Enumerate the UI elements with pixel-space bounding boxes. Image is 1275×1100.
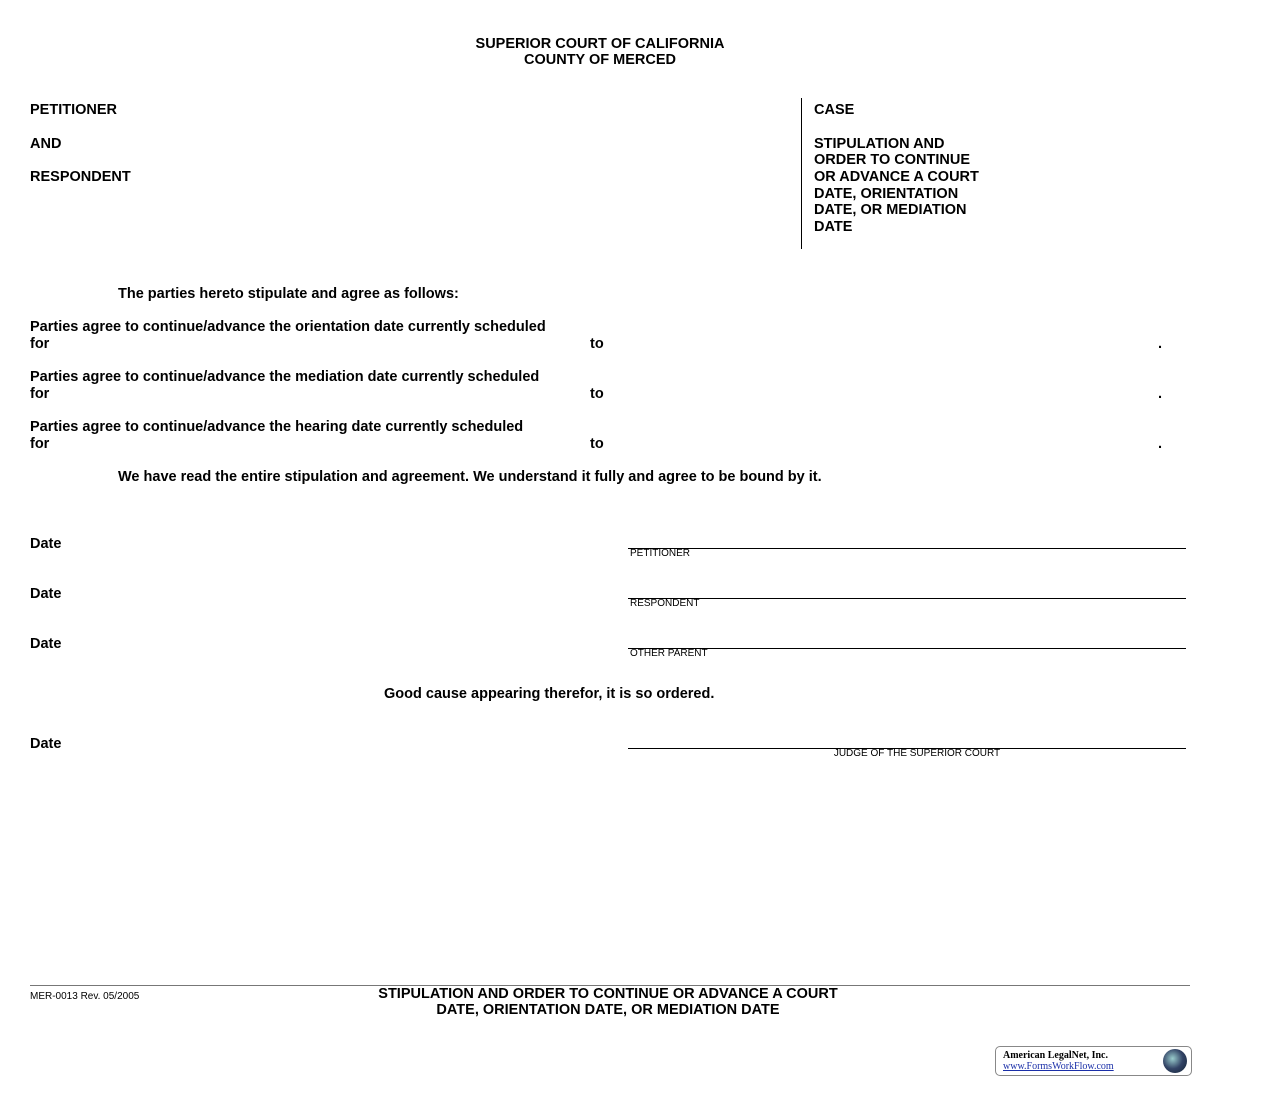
date-label: Date bbox=[30, 536, 62, 552]
petitioner-label: PETITIONER bbox=[30, 102, 118, 118]
form-id: MER-0013 Rev. 05/2005 bbox=[30, 991, 140, 1002]
form-title-line: DATE, ORIENTATION bbox=[814, 186, 959, 202]
form-title-line: DATE, OR MEDIATION bbox=[814, 202, 967, 218]
judge-date-label: Date bbox=[30, 736, 62, 752]
form-title-line: STIPULATION AND bbox=[814, 136, 945, 152]
period: . bbox=[1158, 386, 1163, 402]
clause-mediation: Parties agree to continue/advance the mediation date currently scheduled bbox=[30, 369, 540, 385]
respondent-signature-label: RESPONDENT bbox=[630, 598, 700, 609]
for-label: for bbox=[30, 436, 50, 452]
judge-signature-label: JUDGE OF THE SUPERIOR COURT bbox=[833, 748, 1001, 759]
respondent-signature-line bbox=[628, 598, 1186, 599]
to-label: to bbox=[590, 386, 604, 402]
intro-text: The parties hereto stipulate and agree as follows: bbox=[118, 286, 459, 302]
date-label: Date bbox=[30, 586, 62, 602]
for-label: for bbox=[30, 336, 50, 352]
to-label: to bbox=[590, 336, 604, 352]
globe-icon bbox=[1163, 1049, 1187, 1073]
to-label: to bbox=[590, 436, 604, 452]
and-label: AND bbox=[30, 136, 62, 152]
court-name: SUPERIOR COURT OF CALIFORNIA bbox=[475, 36, 725, 52]
date-label: Date bbox=[30, 636, 62, 652]
form-title-line: ORDER TO CONTINUE bbox=[814, 152, 971, 168]
other-parent-signature-label: OTHER PARENT bbox=[630, 648, 708, 659]
logo-url-link[interactable]: www.FormsWorkFlow.com bbox=[1003, 1061, 1114, 1072]
petitioner-signature-label: PETITIONER bbox=[630, 548, 691, 559]
county-name: COUNTY OF MERCED bbox=[524, 52, 676, 68]
form-title-line: DATE bbox=[814, 219, 853, 235]
american-legalnet-logo[interactable] bbox=[995, 1046, 1192, 1076]
other-parent-signature-line bbox=[628, 648, 1186, 649]
footer-title-line: STIPULATION AND ORDER TO CONTINUE OR ADVANCE A COURT bbox=[378, 986, 838, 1002]
period: . bbox=[1158, 336, 1163, 352]
clause-hearing: Parties agree to continue/advance the hearing date currently scheduled bbox=[30, 419, 524, 435]
case-label: CASE bbox=[814, 102, 855, 118]
order-text: Good cause appearing therefor, it is so ordered. bbox=[384, 686, 715, 702]
respondent-label: RESPONDENT bbox=[30, 169, 131, 185]
period: . bbox=[1158, 436, 1163, 452]
for-label: for bbox=[30, 386, 50, 402]
form-title-line: OR ADVANCE A COURT bbox=[814, 169, 979, 185]
caption-divider bbox=[801, 98, 802, 249]
footer-title-line: DATE, ORIENTATION DATE, OR MEDIATION DATE bbox=[436, 1002, 780, 1018]
clause-orientation: Parties agree to continue/advance the orientation date currently scheduled bbox=[30, 319, 546, 335]
petitioner-signature-line bbox=[628, 548, 1186, 549]
logo-name: American LegalNet, Inc. bbox=[1003, 1050, 1108, 1061]
acknowledgment-text: We have read the entire stipulation and agreement. We understand it fully and agree to be bound by it. bbox=[118, 469, 822, 485]
